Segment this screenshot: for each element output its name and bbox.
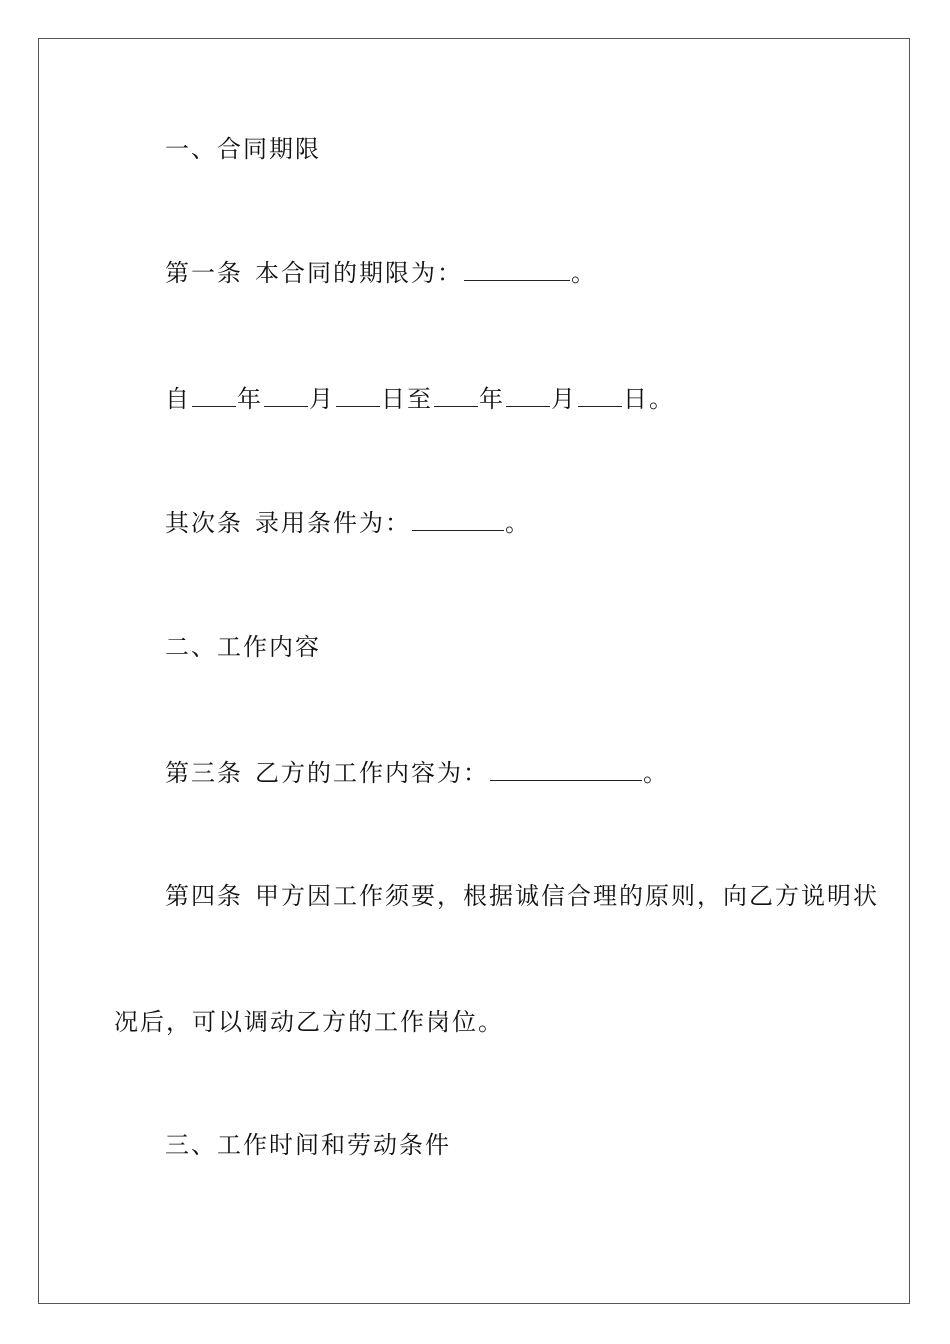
article2-conditions-blank[interactable] xyxy=(412,510,504,531)
start-month-blank[interactable] xyxy=(264,386,308,407)
start-year-blank[interactable] xyxy=(192,386,236,407)
article4-line2 xyxy=(114,1007,504,1037)
article2-label: 其次条 xyxy=(165,509,243,537)
period-month-label: 月 xyxy=(309,385,335,413)
section3-heading xyxy=(165,1130,451,1160)
end-month-blank[interactable] xyxy=(506,386,550,407)
section1-heading xyxy=(165,134,321,164)
article1-text: 本合同的期限为： xyxy=(255,259,463,287)
article2-end: 。 xyxy=(505,509,531,537)
article1-label: 第一条 xyxy=(165,259,243,287)
article4-line1 xyxy=(165,881,879,911)
section2-heading-text: 二、工作内容 xyxy=(165,633,321,661)
end-year-blank[interactable] xyxy=(434,386,478,407)
section1-heading-text: 一、合同期限 xyxy=(165,135,321,163)
article4-label: 第四条 xyxy=(165,882,243,910)
period-end: 。 xyxy=(649,385,675,413)
article3-content-blank[interactable] xyxy=(490,760,642,781)
period-to: 至 xyxy=(407,385,433,413)
period-year-label-2: 年 xyxy=(479,385,505,413)
period-year-label: 年 xyxy=(237,385,263,413)
article1-end: 。 xyxy=(571,259,597,287)
article4-text-line1: 甲方因工作须要，根据诚信合理的原则，向乙方说明状 xyxy=(255,882,879,910)
period-day-label: 日 xyxy=(381,385,407,413)
article4-text-line2: 况后，可以调动乙方的工作岗位。 xyxy=(114,1008,504,1036)
article3-text: 乙方的工作内容为： xyxy=(255,759,489,787)
article2-line xyxy=(165,508,531,538)
section2-heading xyxy=(165,632,321,662)
article2-text: 录用条件为： xyxy=(255,509,411,537)
article3-end: 。 xyxy=(643,759,669,787)
end-day-blank[interactable] xyxy=(578,386,622,407)
article1-term-blank[interactable] xyxy=(464,260,570,281)
page-border xyxy=(38,38,910,1304)
period-line xyxy=(165,384,675,414)
article3-line xyxy=(165,758,669,788)
article1-line xyxy=(165,258,597,288)
period-from: 自 xyxy=(165,385,191,413)
start-day-blank[interactable] xyxy=(336,386,380,407)
article3-label: 第三条 xyxy=(165,759,243,787)
section3-heading-text: 三、工作时间和劳动条件 xyxy=(165,1131,451,1159)
period-month-label-2: 月 xyxy=(551,385,577,413)
period-day-label-2: 日 xyxy=(623,385,649,413)
